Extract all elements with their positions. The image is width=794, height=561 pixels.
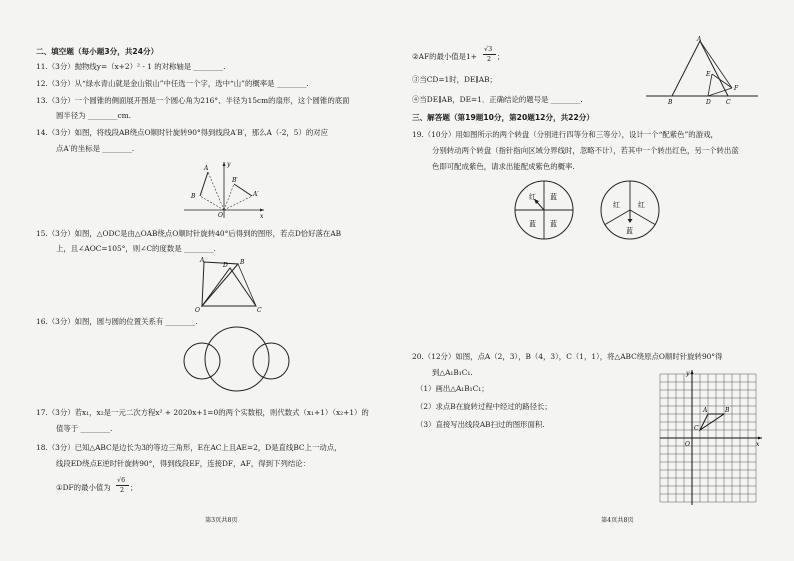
figure-16-circles bbox=[182, 324, 292, 396]
fig15-line-BC bbox=[238, 264, 256, 306]
question-13-line2: 圆半径为 ________cm. bbox=[56, 111, 131, 120]
question-20-part-2: （2）求点B在旋转过程中经过的路径长； bbox=[416, 402, 552, 411]
fig18-label-E: E bbox=[706, 71, 711, 78]
fig15-label-A: A bbox=[200, 257, 205, 264]
fig18-segment-EF bbox=[712, 74, 732, 88]
q18-s2-denominator: 2 bbox=[487, 55, 492, 63]
figure-20-grid bbox=[652, 368, 764, 510]
question-20-line1: 20.（12分）如图，点A（2，3），B（4，3），C（1，1），将△ABC绕原点O顺时针旋转90°得 bbox=[412, 352, 723, 361]
footer-page-3: 第3页共8页 bbox=[205, 517, 238, 524]
q18-s2-end: ； bbox=[497, 52, 505, 61]
wheel2-pointer-head bbox=[628, 219, 633, 223]
fig18-triangle-ABC bbox=[672, 41, 728, 96]
figure-15-triangles bbox=[192, 256, 268, 314]
wheel2-sector-3: 蓝 bbox=[626, 227, 633, 235]
question-14-line2: 点A′的坐标是 ________. bbox=[56, 144, 135, 153]
question-20-part-3: （3）直接写出线段AB扫过的图形面积. bbox=[416, 420, 545, 429]
fig14-label-x: x bbox=[260, 213, 264, 220]
section-answer-title: 三、解答题（第19题10分，第20题12分，共22分） bbox=[412, 113, 594, 122]
fig15-label-O: O bbox=[195, 307, 200, 314]
fig14-dash-OA bbox=[208, 172, 224, 210]
fig14-dash-OA2 bbox=[224, 196, 252, 210]
question-19-line2: 分别转动两个转盘（指针指向区域分界线时，忽略不计），若其中一个转出红色，另一个转出蓝 bbox=[432, 146, 739, 155]
fig18-segment-DF bbox=[708, 88, 732, 96]
fig14-label-O: O bbox=[218, 212, 223, 219]
wheel1-sector-1: 红 bbox=[529, 193, 536, 201]
spinner-wheel-quarters bbox=[512, 178, 576, 242]
fig15-line-OB bbox=[202, 264, 238, 306]
fig14-label-A2: A′ bbox=[253, 191, 259, 198]
question-18-statement-1: ①DF的最小值为 bbox=[56, 483, 111, 492]
fig14-segment-A2B2 bbox=[234, 184, 252, 196]
question-13-line1: 13.（3分）一个圆锥的侧面展开图是一个圆心角为216°、半径为15cm的扇形，这个圆锥的底面 bbox=[36, 96, 350, 105]
spinner-wheel-thirds bbox=[598, 178, 662, 242]
question-18-statement-3: ③当CD=1时，DE∥AB； bbox=[412, 75, 497, 84]
fig18-label-B: B bbox=[668, 99, 673, 106]
question-20-part-1: （1）画出△A₁B₁C₁； bbox=[416, 384, 489, 393]
question-15-line1: 15.（3分）如图，△ODC是由△OAB绕点O顺时针旋转40°后得到的图形，若点D恰好落在AB bbox=[36, 229, 342, 238]
fig20-y-arrow bbox=[691, 370, 694, 374]
fig14-label-B2: B′ bbox=[232, 177, 238, 184]
fig14-label-A: A bbox=[204, 165, 209, 172]
fig16-big-circle bbox=[205, 327, 269, 391]
wheel1-sector-4: 蓝 bbox=[550, 220, 557, 228]
question-18-line1: 18.（3分）已知△ABC是边长为3的等边三角形，E在AC上且AE=2，D是直线BC上一动点， bbox=[36, 443, 342, 452]
section-fill-blank-title: 二、填空题（每小题3分，共24分） bbox=[36, 47, 159, 56]
fig14-dash-OB2 bbox=[224, 184, 234, 210]
fig16-right-circle bbox=[253, 343, 289, 379]
question-14-line1: 14.（3分）如图，将线段AB绕点O顺时针旋转90°得到线段A′B′，那么A（-2，5）的对应 bbox=[36, 128, 329, 137]
fig14-dash-OB bbox=[200, 196, 224, 210]
question-18-statement-2: ②AF的最小值是1+ bbox=[412, 52, 477, 61]
fig15-label-D: D bbox=[223, 262, 228, 269]
question-12: 12.（3分）从“绿水青山就是金山银山”中任选一个字，选中“山”的概率是 ________. bbox=[36, 79, 309, 88]
q18-s1-numerator: √6 bbox=[117, 476, 126, 484]
question-17-line2: 值等于 ________. bbox=[56, 424, 113, 433]
fig18-label-C: C bbox=[726, 99, 731, 106]
fig18-segment-AF bbox=[700, 41, 732, 88]
fig18-label-D: D bbox=[706, 99, 711, 106]
question-17-line1: 17.（3分）若x₁，x₂是一元二次方程x² + 2020x+1=0的两个实数根，则代数式（x₁+1）（x₂+1）的 bbox=[36, 408, 369, 417]
fig20-label-A: A bbox=[703, 407, 708, 414]
q18-s1-end: ； bbox=[130, 483, 138, 492]
fig14-segment-AB bbox=[200, 172, 208, 196]
fig14-y-arrow bbox=[223, 162, 226, 166]
fig20-label-B: B bbox=[725, 407, 730, 414]
question-20-line2: 到△A₁B₁C₁. bbox=[432, 368, 473, 377]
wheel1-sector-3: 蓝 bbox=[529, 220, 536, 228]
fig14-x-arrow bbox=[260, 209, 264, 212]
wheel2-sector-1: 红 bbox=[613, 201, 620, 209]
wheel2-sector-2: 红 bbox=[638, 201, 645, 209]
question-19-line1: 19.（10分）用如图所示的两个转盘（分别进行四等分和三等分），设计一个“配紫色”的游戏， bbox=[412, 130, 718, 139]
q18-s2-numerator: √3 bbox=[484, 45, 493, 53]
fig20-label-y: y bbox=[686, 370, 690, 377]
fig18-label-F: F bbox=[734, 85, 739, 92]
wheel2-divider-2 bbox=[605, 210, 630, 225]
wheel1-sector-2: 蓝 bbox=[550, 193, 557, 201]
question-11: 11.（3分）抛物线y=（x+2）² - 1 的对称轴是 ________. bbox=[36, 62, 226, 71]
fig14-label-B: B bbox=[191, 193, 196, 200]
fig20-x-arrow bbox=[758, 437, 762, 440]
fig18-label-A: A bbox=[697, 36, 702, 43]
fig20-label-x: x bbox=[756, 441, 760, 448]
fig20-label-C: C bbox=[694, 425, 699, 432]
fig16-left-circle bbox=[184, 343, 220, 379]
q18-s1-denominator: 2 bbox=[120, 486, 125, 494]
figure-18-triangle bbox=[642, 36, 762, 106]
question-18-line2: 线段ED绕点E逆时针旋转90°，得到线段EF，连接DF，AF，得到下列结论： bbox=[56, 459, 311, 468]
fig15-label-B: B bbox=[240, 259, 245, 266]
fig15-label-C: C bbox=[257, 307, 262, 314]
question-16: 16.（3分）如图，圆与圆的位置关系有 ________. bbox=[36, 317, 198, 326]
question-18-statement-4: ④当DE∥AB，DE=1．正确结论的题号是 ________. bbox=[412, 95, 583, 104]
figure-14-rotation bbox=[180, 158, 270, 220]
question-19-line3: 色即可配成紫色，请求出能配成紫色的概率. bbox=[432, 162, 575, 171]
footer-page-4: 第4页共8页 bbox=[601, 517, 634, 524]
fig14-label-y: y bbox=[227, 161, 231, 168]
question-15-line2: 上，且∠AOC=105°，则∠C的度数是 ________. bbox=[56, 244, 216, 253]
fig20-label-O: O bbox=[685, 441, 690, 448]
wheel2-divider-3 bbox=[630, 210, 655, 225]
